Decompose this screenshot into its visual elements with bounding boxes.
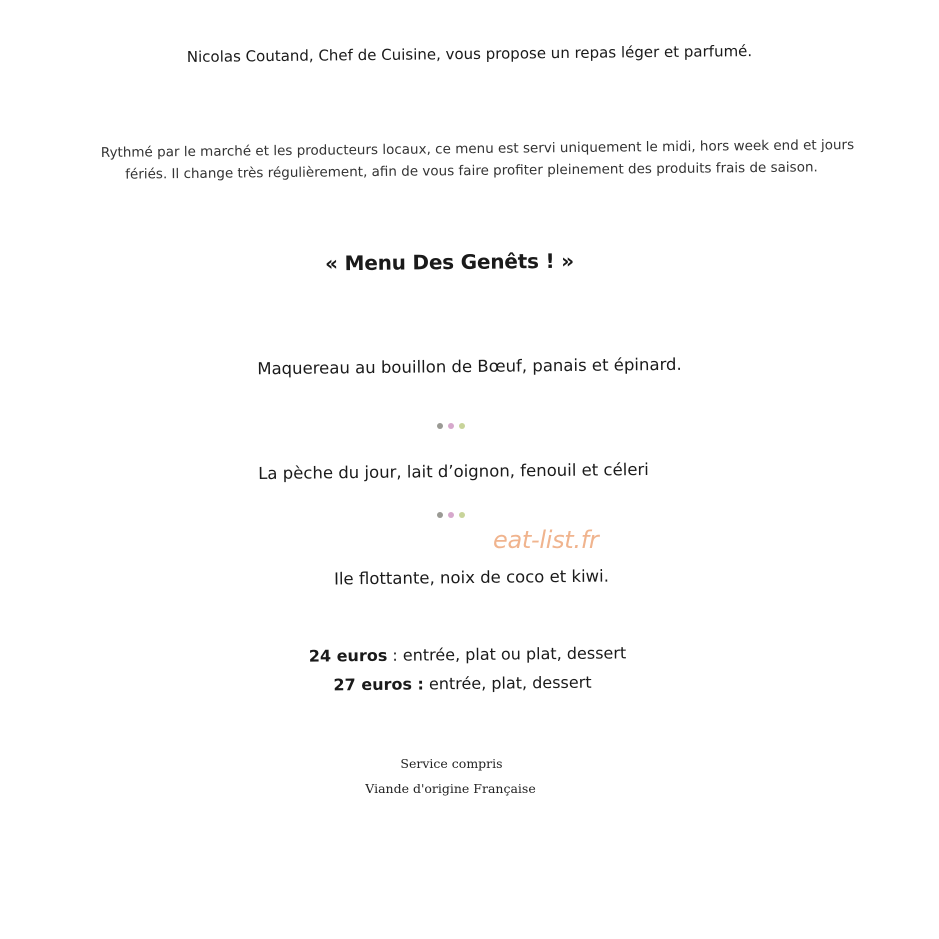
separator-dot: [448, 423, 454, 429]
separator-dot: [437, 512, 443, 518]
price-details: entrée, plat, dessert: [423, 672, 592, 694]
price-details: : entrée, plat ou plat, dessert: [387, 643, 627, 665]
price-line: [0, 669, 932, 698]
menu-title: « Menu Des Genêts ! »: [324, 248, 575, 276]
price-line: [0, 640, 937, 669]
separator-dot: [437, 423, 443, 429]
starter-dish: Maquereau au bouillon de Bœuf, panais et épinard.: [257, 354, 682, 379]
price-amount: 27 euros :: [333, 674, 424, 695]
service-note: Service compris: [400, 756, 503, 771]
description-line-1: Rythmé par le marché et les producteurs locaux, ce menu est servi uniquement le midi, hors week end et jours: [100, 137, 855, 161]
watermark: eat-list.fr: [493, 526, 599, 554]
course-separator: [437, 512, 465, 520]
chef-intro: Nicolas Coutand, Chef de Cuisine, vous propose un repas léger et parfumé.: [186, 42, 753, 66]
origin-note: Viande d'origine Française: [365, 781, 536, 796]
separator-dot: [448, 512, 454, 518]
separator-dot: [459, 512, 465, 518]
course-separator: [437, 423, 465, 431]
separator-dot: [459, 423, 465, 429]
description-line-2: fériés. Il change très régulièrement, afin de vous faire profiter pleinement des produits frais de saison.: [125, 159, 818, 183]
price-amount: 24 euros: [308, 645, 388, 666]
main-dish: La pèche du jour, lait d’oignon, fenouil et céleri: [258, 459, 649, 484]
dessert-dish: Ile flottante, noix de coco et kiwi.: [333, 566, 610, 589]
